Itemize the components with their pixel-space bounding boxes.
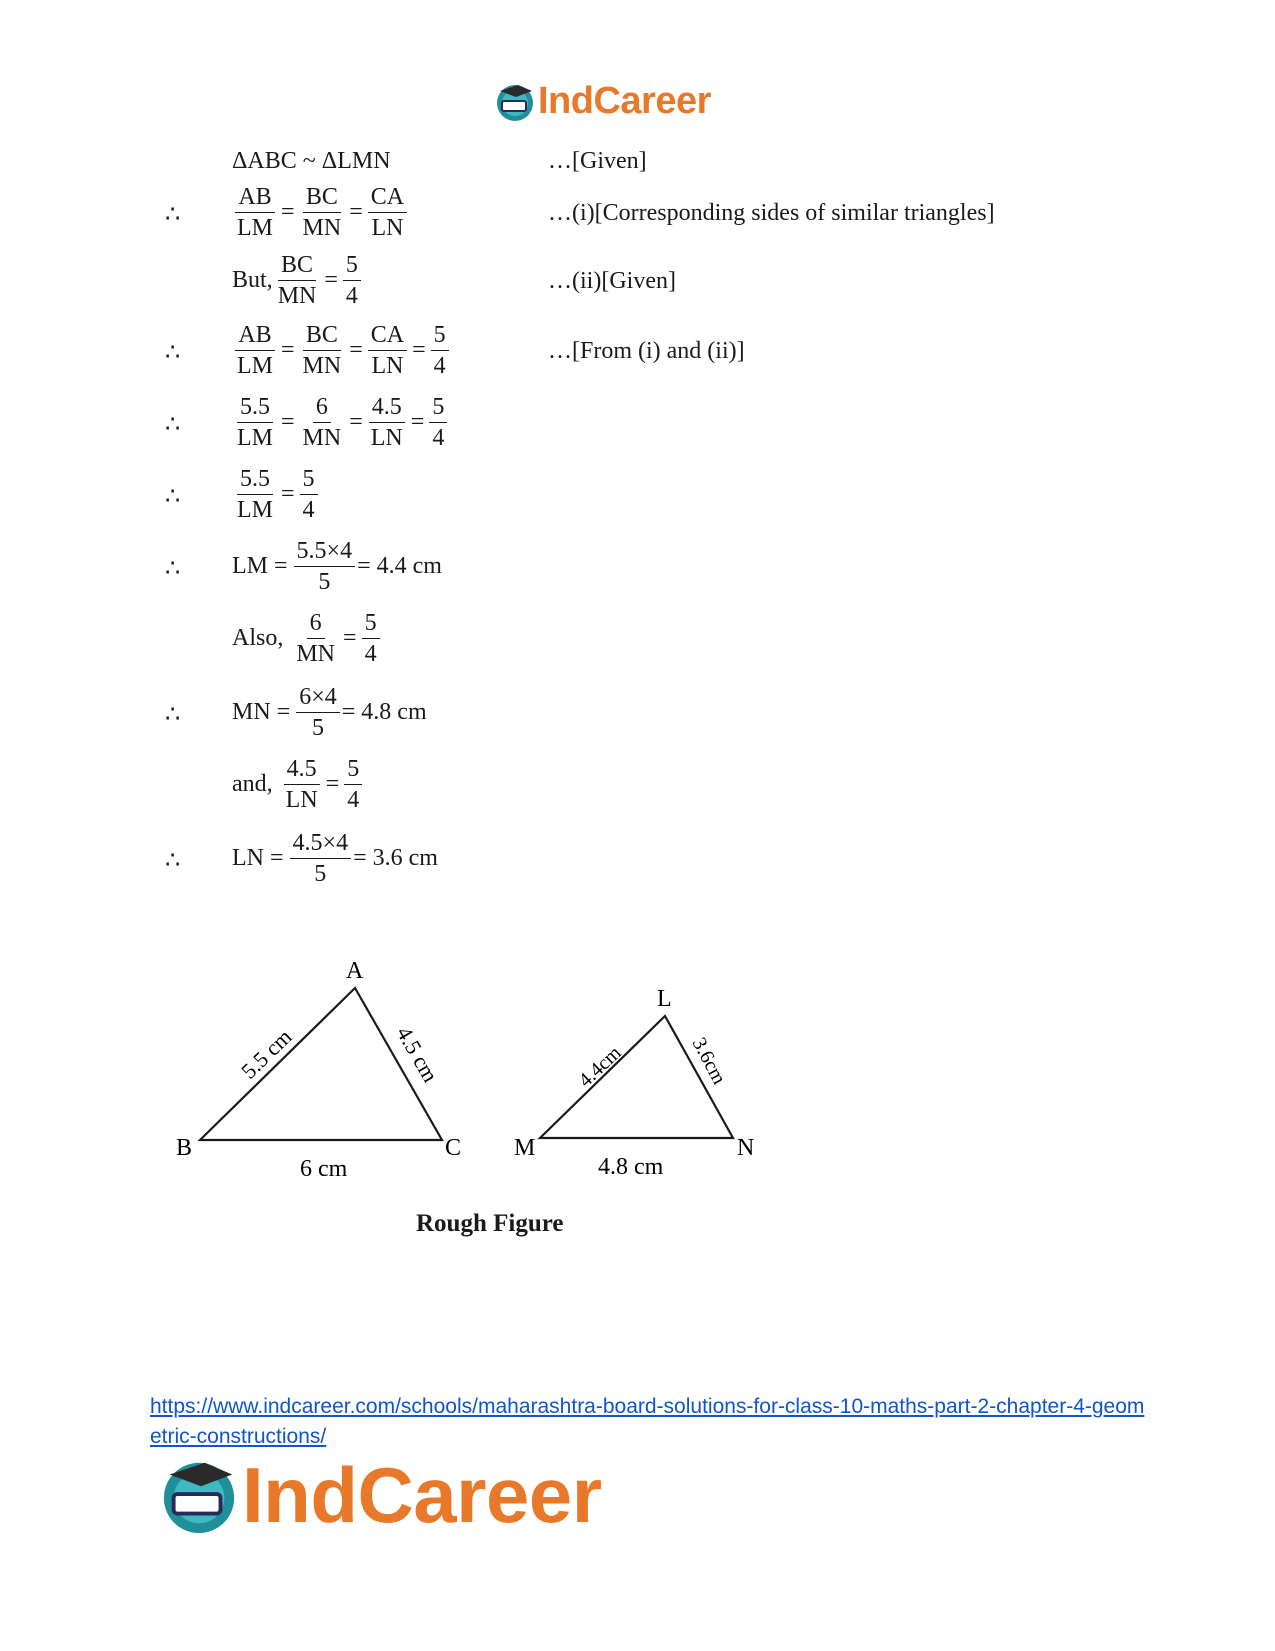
side-ln-label: 3.6cm: [687, 1034, 731, 1088]
reason-4: …[From (i) and (ii)]: [548, 338, 745, 364]
figure-caption: Rough Figure: [416, 1210, 564, 1237]
step-8: Also, $\frac{6}{MN}$ = $\frac{5}{4}$: [232, 610, 382, 668]
fraction: $\frac{BC}{MN}$: [302, 184, 342, 242]
therefore-symbol: ∴: [165, 340, 181, 366]
triangle-lmn: [514, 986, 754, 1180]
step-6: $\frac{5.5}{LM}$ = $\frac{5}{4}$: [232, 466, 320, 524]
therefore-symbol: ∴: [165, 202, 181, 228]
reason-1: …[Given]: [548, 148, 647, 174]
side-ac-label: 4.5 cm: [391, 1022, 444, 1087]
source-link[interactable]: https://www.indcareer.com/schools/maharashtra-board-solutions-for-class-10-maths-part-2-chapter-4-geometric-constructions/: [150, 1395, 1145, 1448]
step-3: But, $\frac{BC}{MN}$ = $\frac{5}{4}$: [232, 252, 363, 310]
lm-result: = 4.4 cm: [357, 553, 442, 580]
step-5: $\frac{5.5}{LM}$ = $\frac{6}{MN}$ = $\frac{4.5}{LN}$ = $\frac{5}{4}$: [232, 394, 449, 452]
step-9: MN = $\frac{6\times 4}{5}$ = 4.8 cm: [232, 684, 427, 742]
graduation-globe-icon: [494, 81, 536, 123]
step-7: LM = $\frac{5.5\times 4}{5}$ = 4.4 cm: [232, 538, 442, 596]
step-4: $\frac{AB}{LM}$ = $\frac{BC}{MN}$ = $\frac{CA}{LN}$ = $\frac{5}{4}$: [232, 322, 451, 380]
step-11: LN = $\frac{4.5\times 4}{5}$ = 3.6 cm: [232, 830, 438, 888]
side-lm-label: 4.4cm: [574, 1041, 626, 1092]
therefore-symbol: ∴: [165, 848, 181, 874]
footer-logo-text: IndCareer: [242, 1451, 602, 1539]
therefore-symbol: ∴: [165, 484, 181, 510]
fraction: $\frac{5}{4}$: [343, 252, 361, 310]
triangle-abc: [176, 958, 461, 1180]
vertex-m: M: [514, 1135, 536, 1161]
therefore-symbol: ∴: [165, 412, 181, 438]
therefore-symbol: ∴: [165, 702, 181, 728]
rough-figure: [160, 950, 780, 1180]
therefore-symbol: ∴: [165, 556, 181, 582]
vertex-b: B: [176, 1135, 193, 1161]
ln-result: = 3.6 cm: [353, 845, 438, 872]
fraction: $\frac{BC}{MN}$: [277, 252, 317, 310]
footer-logo: [158, 1450, 602, 1541]
vertex-l: L: [657, 986, 672, 1012]
header-logo: [494, 80, 711, 123]
header-logo-text: IndCareer: [538, 80, 711, 122]
fraction: $\frac{CA}{LN}$: [368, 184, 407, 242]
vertex-n: N: [737, 1135, 755, 1161]
step-1: [232, 148, 391, 175]
reason-3: …(ii)[Given]: [548, 268, 676, 294]
vertex-c: C: [445, 1135, 462, 1161]
graduation-globe-icon: [158, 1455, 240, 1537]
reason-2: …(i)[Corresponding sides of similar triangles]: [548, 200, 995, 226]
side-ab-label: 5.5 cm: [236, 1024, 297, 1084]
step-10: and, $\frac{4.5}{LN}$ = $\frac{5}{4}$: [232, 756, 364, 814]
mn-result: = 4.8 cm: [341, 699, 427, 726]
similarity-statement: ΔABC ~ ΔLMN: [232, 148, 391, 174]
side-bc-label: 6 cm: [300, 1156, 348, 1180]
vertex-a: A: [346, 958, 364, 984]
step-2: $\frac{AB}{LM}$ = $\frac{BC}{MN}$ = $\frac{CA}{LN}$: [232, 184, 409, 242]
fraction: $\frac{AB}{LM}$: [237, 184, 273, 242]
side-mn-label: 4.8 cm: [598, 1154, 664, 1180]
